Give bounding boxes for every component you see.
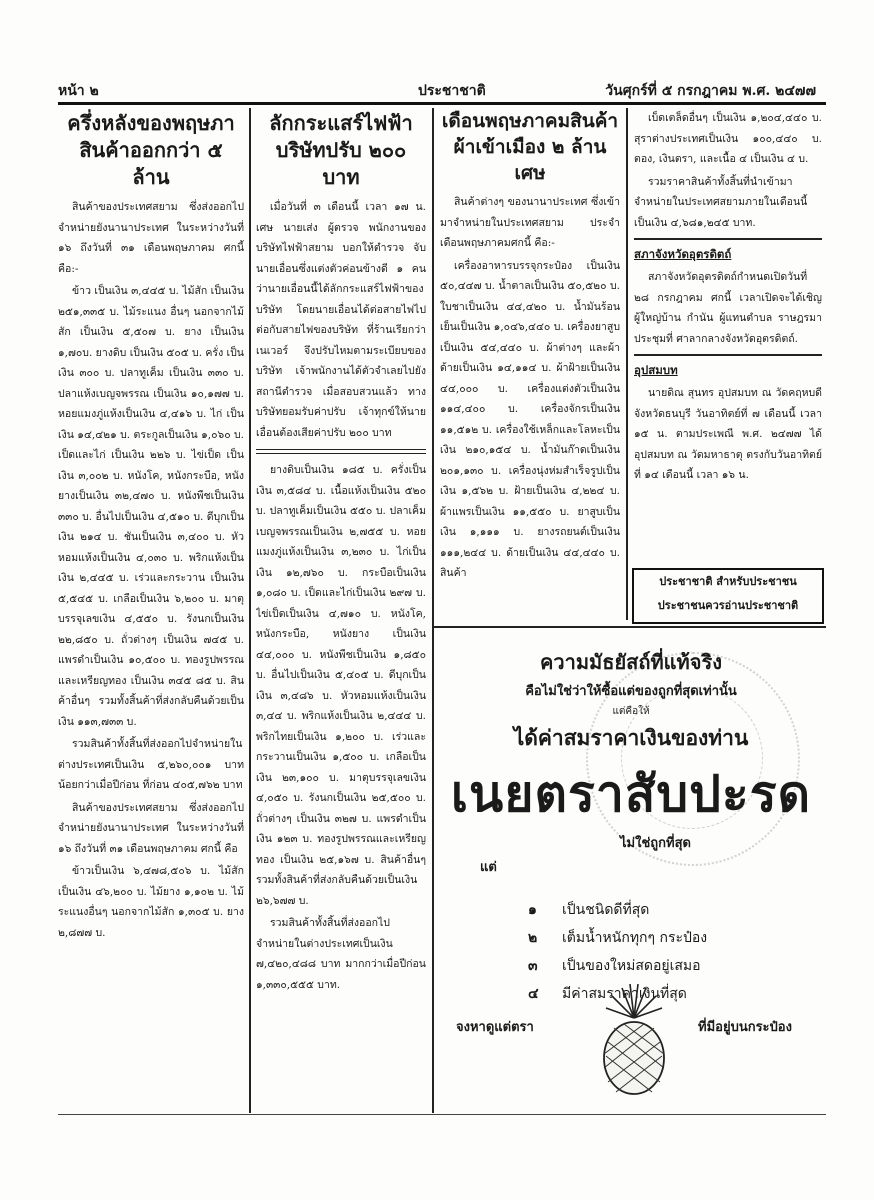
section-rule	[634, 238, 822, 240]
paragraph: ข้าว เป็นเงิน ๓,๔๔๕ บ. ไม้สัก เป็นเงิน ๒๕๑,๓๓๕ บ. ไม้ระแนง อื่นๆ นอกจากไม้สัก เป็นเงิน ๕,๕๐๗ บ. ยาง เป็นเงิน ๑,๗๐บ. ยางดิบ เป็นเงิน ๕๐๕ บ. ครั่ง เป็นเงิน ๓๐๐ บ. ปลาทูเค็ม เป็นเงิน ๓๓๐ บ. ปลาแห้งเบญจพรรณ เป็นเงิน ๑๐,๑๗๗ บ. หอยแมงภู่แห้งเป็นเงิน ๔,๔๑๖ บ. ไก่ เป็นเงิน ๑๔,๔๒๑ บ. ตระกูลเป็นเงิน ๑,๐๖๐ บ. เป็ดและไก่ เป็นเงิน ๒๒๖ บ. ไข่เป็ด เป็นเงิน ๓,๐๐๒ บ. หนังโค, หนังกระบือ, หนังยางเป็นเงิน ๓๒,๔๗๐ บ. หนังพืชเป็นเงิน ๓๓๐ บ. อื่นไปเป็นเงิน ๔,๕๑๐ บ. ดีบุกเป็นเงิน ๒๑๔ บ. ชันเป็นเงิน ๓,๔๐๐ บ. หัวหอมแห้งเป็นเงิน ๔,๐๓๐ บ. พริกแห้งเป็นเงิน ๒,๔๔๕ บ. เร่วและกระวาน เป็นเงิน ๕,๕๔๕ บ. เกลือเป็นเงิน ๖,๒๐๐ บ. มาตุบรรจุเลขเงิน ๔,๕๕๐ บ. รังนกเป็นเงิน ๒๒,๘๕๐ บ. ถั่วต่างๆ เป็นเงิน ๗๔๕ บ. แพรดำเป็นเงิน ๑๐,๕๐๐ บ. ทองรูปพรรณและเหรียญทอง เป็นเงิน ๓๔๕ ๘๕ บ. สินค้าอื่นๆ รวมทั้งสิ้นค้าที่ส่งกลับคืนด้วยเป็นเงิน ๑๑๓,๗๓๓ บ.	[58, 285, 244, 728]
list-item	[528, 924, 707, 952]
ad-value-line: ได้ค่าสมราคาเงินของท่าน	[513, 725, 749, 750]
ad-connector: แต่คือให้	[612, 706, 650, 717]
paragraph: นายดิณ สุนทร อุปสมบท ณ วัดคฤหบดี จังหวัดธนบุรี วันอาทิตย์ที่ ๗ เดือนนี้ เวลา ๑๕ น. ตามประเพณี พ.ศ. ๒๔๗๗ ได้อุปสมบท ณ วัดมหาธาตุ ตรงกับวันอาทิตย์ที่ ๑๔ เดือนนี้ เวลา ๑๖ น.	[634, 387, 822, 481]
headline: ครึ่งหลังของพฤษภา สินค้าออกกว่า ๕ ล้าน	[67, 111, 235, 189]
paragraph: สินค้าของประเทศสยาม ซึ่งส่งออกไปจำหน่ายยังนานาประเทศ ในระหว่างวันที่ ๑๖ ถึงวันที่ ๓๑ เดือนพฤษภาคม ศกนี้ คือ	[58, 801, 244, 855]
item-text: เป็นของใหม่สดอยู่เสมอ	[562, 958, 701, 974]
paragraph: เครื่องอาหารบรรจุกระป๋อง เป็นเงิน ๕๐,๔๔๗ บ. น้ำตาลเป็นเงิน ๕๐,๕๒๐ บ. ใบชาเป็นเงิน ๔๔,๔๒๐ บ. น้ำมันร้อนเย็นเป็นเงิน ๑,๐๔๖,๔๔๐ บ. เครื่องยาสูบเป็นเงิน ๕๔,๔๔๐ บ. ผ้าต่างๆ และผ้าด้ายเป็นเงิน ๑๔,๑๑๔ บ. ผ้าฝ้ายเป็นเงิน ๔๔,๐๐๐ บ. เครื่องแต่งตัวเป็นเงิน ๑๑๔,๔๐๐ บ. เครื่องจักรเป็นเงิน ๑๑,๕๑๒ บ. เครื่องใช้เหล็กและโลหะเป็นเงิน ๒๑๐,๑๕๔ บ. น้ำมันก๊าดเป็นเงิน ๒๐๑,๑๓๐ บ. เครื่องนุ่งห่มสำเร็จรูปเป็นเงิน ๑,๕๖๒ บ. ฝ้ายเป็นเงิน ๔,๒๒๔ บ. ผ้าแพรเป็นเงิน ๑๑,๕๕๐ บ. ยาสูบเป็นเงิน ๑,๑๑๑ บ. ยางรถยนต์เป็นเงิน ๑๑๑,๒๔๔ บ. ด้ายเป็นเงิน ๔๔,๔๔๐ บ. สินค้า	[440, 259, 620, 579]
item-number: ๑	[528, 902, 537, 918]
ad-look-for: จงหาดูแต่ตรา	[456, 1020, 534, 1035]
ad-subline: คือไม่ใช่ว่าให้ซื้อแต่ของถูกที่สุดเท่านั้น	[525, 684, 737, 699]
page-number: หน้า ๒	[58, 83, 99, 99]
item-text: เต็มน้ำหนักทุกๆ กระป๋อง	[562, 930, 708, 946]
page-header	[58, 80, 816, 102]
item-text: เป็นชนิดดีที่สุด	[562, 902, 650, 918]
column-imports-may	[440, 108, 620, 618]
paragraph: เบ็ดเตล็ดอื่นๆ เป็นเงิน ๑,๒๐๔,๔๔๐ บ. สุราต่างประเทศเป็นเงิน ๑๐๐,๔๔๐ บ. ตอง, เงินตรา, และเนื้อ ๔ เป็นเงิน ๔ บ.	[634, 112, 822, 165]
section-title: สภาจังหวัดอุตรดิตถ์	[634, 247, 732, 261]
paragraph: เมื่อวันที่ ๓ เดือนนี้ เวลา ๑๗ น. เศษ นายเส่ง ผู้ตรวจ พนักงานของบริษัทไฟฟ้าสยาม บอกให้ตำรวจ จับนายเอื่อนซึ่งแต่งตัวค่อนข้างดี ๑ คน ว่านายเอื่อนนี้ได้ลักกระแสร์ไฟฟ้าของบริษัท โดยนายเอื่อนได้ต่อสายไฟไปต่อกับสายไฟของบริษัท ที่ร้านเรียกว่าเนเวอร์ จึงปรับไหมตามระเบียบของบริษัท เจ้าพนักงานได้ตัวจำเลยไปยังสถานีตำรวจ เมื่อสอบสวนแล้ว ทางบริษัทยอมรับค่าปรับ เจ้าทุกข์ให้นายเอื่อนต้องเสียค่าปรับ ๒๐๐ บาท	[256, 201, 426, 439]
headline: ลักกระแสร์ไฟฟ้า บริษัทปรับ ๒๐๐ บาท	[269, 111, 413, 189]
ad-headline: ความมัธยัสถ์ที่แท้จริง	[540, 650, 722, 674]
butter-advertisement	[436, 632, 826, 1092]
section-title: อุปสมบท	[634, 363, 678, 377]
ad-on-can: ที่มีอยู่บนกระป๋อง	[698, 1020, 792, 1035]
pineapple-icon	[584, 984, 684, 1096]
section-rule	[634, 354, 822, 356]
paragraph: รวมสินค้าทั้งสิ้นที่ส่งออกไปจำหน่ายในต่างประเทศเป็นเงิน ๕,๒๖๐,๐๐๑ บาท น้อยกว่าเมื่อปีก่อน ที่ก่อน ๔๐๕,๗๖๒ บาท	[58, 738, 244, 791]
column-divider	[249, 108, 251, 1113]
paragraph: ยางดิบเป็นเงิน ๑๘๕ บ. ครั่งเป็นเงิน ๓,๕๘๔ บ. เนื้อแห้งเป็นเงิน ๕๒๐ บ. ปลาทูเค็มเป็นเงิน ๕๕๐ บ. ปลาเค็มเบญจพรรณเป็นเงิน ๒,๗๕๕ บ. หอยแมงภู่แห้งเป็นเงิน ๓,๒๓๐ บ. ไก่เป็นเงิน ๑๒,๗๖๐ บ. กระบือเป็นเงิน ๑,๐๘๐ บ. เป็ดและไก่เป็นเงิน ๒๙๗ บ. ไข่เป็ดเป็นเงิน ๔,๗๑๐ บ. หนังโค, หนังกระบือ, หนังยาง เป็นเงิน ๔๔,๐๐๐ บ. หนังพืชเป็นเงิน ๑,๘๕๐ บ. อื่นไปเป็นเงิน ๕,๔๐๕ บ. ดีบุกเป็นเงิน ๓,๔๘๖ บ. หัวหอมแห้งเป็นเงิน ๓,๔๔ บ. พริกแห้งเป็นเงิน ๒,๔๔๔ บ. พริกไทยเป็นเงิน ๑,๒๐๐ บ. เร่วและกระวานเป็นเงิน ๑,๕๐๐ บ. เกลือเป็นเงิน ๒๓,๑๐๐ บ. มาตุบรรจุเลขเงิน ๔,๐๕๐ บ. รังนกเป็นเงิน ๒๕,๕๐๐ บ. ถั่วต่างๆ เป็นเงิน ๓๒๗ บ. แพรดำเป็นเงิน ๑๒๓ บ. ทองรูปพรรณและเหรียญทอง เป็นเงิน ๒๕,๑๖๗ บ. สินค้าอื่นๆ รวมทั้งสินค้าที่ส่งกลับคืนด้วยเป็นเงิน ๒๖,๖๗๗ บ.	[256, 464, 426, 907]
item-text: มีค่าสมราคาเงินที่สุด	[562, 986, 687, 1002]
bottom-rule	[58, 1114, 826, 1115]
column-divider	[432, 108, 434, 1113]
slogan-line: ประชาชนควรอ่านประชาชาติ	[657, 599, 799, 612]
column-exports-second-half-may	[58, 108, 244, 1113]
column-notices	[634, 108, 822, 563]
ad-not-cheapest: ไม่ใช่ถูกที่สุด	[620, 836, 691, 851]
ad-top-rule	[432, 626, 826, 628]
headline: เดือนพฤษภาคมสินค้า ผ้าเข้าเมือง ๒ ล้านเศษ	[441, 110, 619, 184]
slogan-box	[632, 568, 824, 624]
paragraph: ข้าวเป็นเงิน ๖,๔๗๘,๕๐๖ บ. ไม้สักเป็นเงิน ๔๖,๒๐๐ บ. ไม้ยาง ๑,๑๐๒ บ. ไม้ระแนงอื่นๆ นอกจากไม้สัก ๑,๓๐๕ บ. ยาง ๒,๘๗๗ บ.	[58, 865, 244, 939]
paragraph: รวมราคาสินค้าทั้งสิ้นที่นำเข้ามาจำหน่ายในประเทศสยามภายในเดือนนี้ เป็นเงิน ๔,๖๘๑,๒๔๕ บาท.	[634, 175, 808, 229]
column-divider	[626, 108, 628, 620]
list-item	[528, 952, 707, 980]
item-number: ๓	[528, 958, 538, 974]
column-electricity-theft	[256, 108, 426, 1113]
slogan-line: ประชาชาติ สำหรับประชาชน	[659, 575, 797, 588]
brand-name: เนยตราสับปะรด	[450, 764, 812, 823]
paragraph: รวมสินค้าทั้งสิ้นที่ส่งออกไปจำหน่ายในต่างประเทศเป็นเงิน ๗,๔๒๐,๔๘๘ บาท มากกว่าเมื่อปีก่อน ๑,๓๓๐,๕๕๕ บาท.	[256, 917, 426, 991]
masthead-name: ประชาชาติ	[418, 83, 486, 99]
item-number: ๒	[528, 930, 538, 946]
ad-intro: แต่	[480, 860, 497, 875]
paragraph: สภาจังหวัดอุตรดิตถ์กำหนดเปิดวันที่ ๒๘ กรกฎาคม ศกนี้ เวลาเปิดจะได้เชิญผู้ใหญ่บ้าน กำนัน ผู้แทนตำบล ราษฎรมาประชุมที่ ศาลากลางจังหวัดอุตรดิตถ์.	[634, 271, 822, 345]
paragraph: สินค้าของประเทศสยาม ซึ่งส่งออกไปจำหน่ายยังนานาประเทศ ในระหว่างวันที่ ๑๖ ถึงวันที่ ๓๑ เดือนพฤษภาคม ศกนี้ คือ:-	[58, 201, 244, 275]
list-item	[528, 896, 707, 924]
header-rule	[58, 102, 826, 105]
section-rule	[256, 449, 426, 454]
paragraph: สินค้าต่างๆ ของนานาประเทศ ซึ่งเข้ามาจำหน่ายในประเทศสยาม ประจำเดือนพฤษภาคมศกนี้ คือ:-	[440, 196, 620, 249]
issue-date: วันศุกร์ที่ ๕ กรกฎาคม พ.ศ. ๒๔๗๗	[605, 83, 816, 99]
item-number: ๔	[528, 986, 539, 1002]
